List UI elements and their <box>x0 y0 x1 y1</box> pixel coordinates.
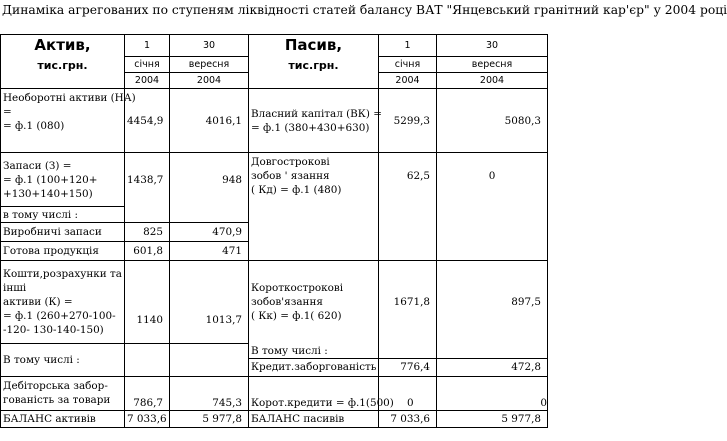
page-title: Динаміка агрегованих по ступеням ліквідності статей балансу ВАТ "Янцевський гранітний кар'єр" у 2004 році <box>2 3 727 17</box>
vk-label: Власний капітал (ВК) = = ф.1 (380+430+630) <box>249 89 379 153</box>
header-row-1 <box>1 35 548 57</box>
right-col1-month: січня <box>379 57 437 73</box>
kr-value-1: 0 <box>379 376 437 410</box>
table-row <box>1 242 548 261</box>
liability-total-label: БАЛАНС пасивів <box>249 410 379 427</box>
left-col2-year: 2004 <box>170 73 249 89</box>
kr-label: Корот.кредити = ф.1(500) <box>249 376 379 410</box>
left-header-title: Актив, <box>1 35 125 57</box>
balance-table <box>0 34 548 428</box>
kk-incl-label: В тому числі : <box>249 344 379 359</box>
prod-value-2: 470,9 <box>170 223 249 242</box>
kd-label: Довгострокові зобов ' язання ( Кд) = ф.1 (480) <box>249 153 379 223</box>
table-row <box>1 376 548 410</box>
na-label: Необоротні активи (НА) = = ф.1 (080) <box>1 89 125 153</box>
gp-label: Готова продукція <box>1 242 125 261</box>
kr-value-2: 0 <box>437 376 548 410</box>
kd-value-2: 0 <box>437 153 548 223</box>
kk-label: Короткострокові зобов'язання ( Кк) = ф.1( 620) <box>249 261 379 344</box>
k-value-1: 1140 <box>125 261 170 344</box>
left-col2-month: вересня <box>170 57 249 73</box>
right-col1-num: 1 <box>379 35 437 57</box>
deb-label: Дебіторська забор- гованість за товари <box>1 376 125 410</box>
kk-value-1: 1671,8 <box>379 261 437 344</box>
gp-value-2: 471 <box>170 242 249 261</box>
kz-value-1: 776,4 <box>379 358 437 376</box>
table-row <box>1 261 548 344</box>
right-col1-year: 2004 <box>379 73 437 89</box>
prod-value-1: 825 <box>125 223 170 242</box>
z-incl-label: в тому числі : <box>1 207 125 223</box>
kz-value-2: 472,8 <box>437 358 548 376</box>
right-col2-month: вересня <box>437 57 548 73</box>
asset-total-2: 5 977,8 <box>170 410 249 427</box>
right-header-title: Пасив, <box>249 35 379 57</box>
gp-value-1: 601,8 <box>125 242 170 261</box>
right-col2-num: 30 <box>437 35 548 57</box>
kk-value-2: 897,5 <box>437 261 548 344</box>
kz-label: Кредит.заборгованість <box>249 358 379 376</box>
k-label: Кошти,розрахунки та інші активи (К) = = ф.1 (260+270-100- -120- 130-140-150) <box>1 261 125 344</box>
deb-value-2: 745,3 <box>170 376 249 410</box>
na-value-1: 4454,9 <box>125 89 170 153</box>
left-col1-num: 1 <box>125 35 170 57</box>
header-row-2 <box>1 57 548 73</box>
table-row <box>1 89 548 153</box>
left-col1-month: січня <box>125 57 170 73</box>
vk-value-1: 5299,3 <box>379 89 437 153</box>
k-incl-label: В тому числі : <box>1 344 125 377</box>
header-row-3 <box>1 73 548 89</box>
vk-value-2: 5080,3 <box>437 89 548 153</box>
z-value-1: 1438,7 <box>125 153 170 207</box>
asset-total-label: БАЛАНС активів <box>1 410 125 427</box>
asset-total-1: 7 033,6 <box>125 410 170 427</box>
z-label: Запаси (З) = = ф.1 (100+120+ +130+140+150) <box>1 153 125 207</box>
left-col1-year: 2004 <box>125 73 170 89</box>
left-col2-num: 30 <box>170 35 249 57</box>
k-value-2: 1013,7 <box>170 261 249 344</box>
liability-total-2: 5 977,8 <box>437 410 548 427</box>
table-row <box>1 223 548 242</box>
right-header-unit: тис.грн. <box>249 57 379 73</box>
na-value-2: 4016,1 <box>170 89 249 153</box>
totals-row <box>1 410 548 427</box>
deb-value-1: 786,7 <box>125 376 170 410</box>
left-header-unit: тис.грн. <box>1 57 125 73</box>
table-row <box>1 153 548 207</box>
table-row <box>1 344 548 359</box>
liability-total-1: 7 033,6 <box>379 410 437 427</box>
right-col2-year: 2004 <box>437 73 548 89</box>
kd-value-1: 62,5 <box>379 153 437 223</box>
z-value-2: 948 <box>170 153 249 207</box>
prod-label: Виробничі запаси <box>1 223 125 242</box>
